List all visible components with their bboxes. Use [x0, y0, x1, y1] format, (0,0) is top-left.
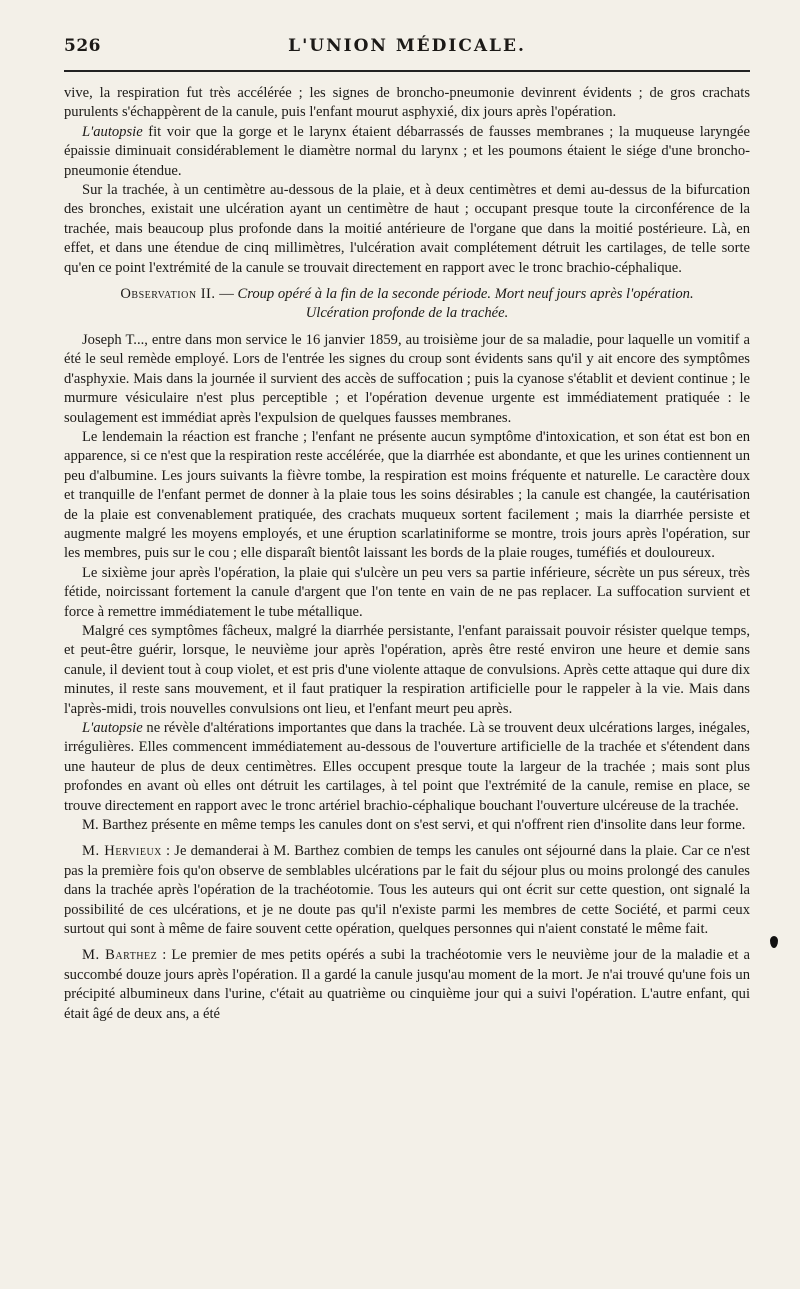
speaker-name: M. Hervieux [82, 843, 162, 860]
observation-label: Observation II. [120, 286, 216, 303]
paragraph: M. Barthez présente en même temps les canules dont on s'est servi, et qui n'offrent rien d'insolite dans leur forme. [82, 817, 746, 834]
case-paragraph: Le lendemain la réaction est franche ; l'enfant ne présente aucun symptôme d'intoxication, et son état est bon en apparence, si ce n'est que la respiration reste accélérée, que la diarrhée est abondante, et que les urines contiennent un peu d'albumine. Les jours suivants la fièvre tombe, la respiration est moins fréquente et naturelle. Le caractère doux et tranquille de l'enfant permet de donner à la plaie tous les soins désirables ; la canule est changée, la cautérisation de la plaie est convenablement pratiquée, des crachats muqueux sortent facilement ; mais la diarrhée persiste et augmente malgré les moyens employés, et une éruption scarlatiniforme se montre, trois jours après l'opération, sur les membres, puis sur le cou ; elle disparaît bientôt laissant les bords de la plaie rouges, tuméfiés et douloureux. [64, 428, 750, 562]
speaker-text: : Je demanderai à M. Barthez combien de temps les canules ont séjourné dans la plaie. Car ce n'est pas la première fois qu'on observe de semblables ulcérations par le fait du séjour plus ou moins prolongé des canules dans la trachée après l'opération de la trachéotomie. Tous les auteurs qui ont écrit sur cette question, ont signalé la possibilité de ces ulcérations, et je ne doute pas qu'il n'existe parmi les membres de cette Société, et parmi ceux surtout qui sont à même de faire souvent cette opération, quelques personnes qui n'aient constaté le même fait. [64, 843, 750, 938]
case-paragraph: Joseph T..., entre dans mon service le 16 janvier 1859, au troisième jour de sa maladie, pour laquelle un vomitif a été le seul remède employé. Lors de l'entrée les signes du croup sont évidents sans qu'il y ait encore des symptômes d'asphyxie. Mais dans la journée il survient des accès de suffocation ; puis la cyanose s'établit et devient continue ; le murmure vésiculaire n'est plus perceptible ; et l'opération devenue urgente est immédiatement pratiquée : le soulagement est immédiat après l'expulsion de quelques fausses membranes. [64, 331, 750, 426]
autopsy-paragraph [64, 719, 750, 816]
paragraph: vive, la respiration fut très accélérée ; les signes de broncho-pneumonie devinrent évidents ; de gros crachats purulents s'échappèrent de la canule, puis l'enfant mourut asphyxié, dix jours après l'opération. [64, 85, 750, 121]
autopsy-term: L'autopsie [82, 720, 143, 736]
autopsy-term: L'autopsie [82, 123, 143, 140]
page-number: 526 [64, 36, 101, 56]
speaker-name: M. Barthez [82, 947, 158, 964]
autopsy-text: ne révèle d'altérations importantes que dans la trachée. Là se trouvent deux ulcérations larges, inégales, irrégulières. Elles commencent immédiatement au-dessous de l'ouverture artificielle de la trachée et s'étendent dans une hauteur de plus de deux centimètres. Elles occupent presque toute la largeur de la trachée ; mais sont plus profondes en avant où elles ont détruit les cartilages, à tel point que l'extrémité de la canule, remise en place, se trouve directement en rapport avec le tronc artériel brachio-céphalique bouchant l'ouverture ulcéreuse de la trachée. [64, 720, 750, 814]
speaker-text: : Le premier de mes petits opérés a subi la trachéotomie vers le neuvième jour de la maladie et a succombé douze jours après l'opération. Il a gardé la canule jusqu'au moment de la mort. Je n'ai trouvé qu'une fois un précipité albumineux dans l'urine, c'était au quatrième ou cinquième jour qui a suivi l'opération. L'autre enfant, qui était âgé de deux ans, a été [64, 947, 750, 1022]
margin-mark [770, 936, 778, 948]
hervieux-remark [64, 842, 750, 939]
barthez-remark [64, 946, 750, 1024]
observation-title-2: Ulcération profonde de la trachée. [305, 305, 509, 322]
page-header [64, 30, 750, 62]
observation-dash: — [215, 286, 238, 303]
observation-title-1: Croup opéré à la fin de la seconde période. Mort neuf jours après l'opération. [237, 286, 694, 303]
journal-title: L'UNION MÉDICALE. [288, 36, 526, 56]
autopsy-paragraph [64, 123, 750, 181]
paragraph: Sur la trachée, à un centimètre au-dessous de la plaie, et à deux centimètres et demi au-dessus de la bifurcation des bronches, existait une ulcération ayant un centimètre de haut ; occupant presque toute la circonférence de la trachée, mais beaucoup plus profonde dans la moitié antérieure de l'organe que dans la moitié postérieure. Là, en effet, et dans une étendue de cinq millimètres, l'ulcération avait complétement détruit les cartilages, de telle sorte qu'en ce point l'extrémité de la canule se trouvait directement en rapport avec le tronc brachio-céphalique. [64, 182, 750, 276]
observation-heading [64, 285, 750, 324]
case-paragraph: Le sixième jour après l'opération, la plaie qui s'ulcère un peu vers sa partie inférieure, sécrète un pus séreux, très fétide, noircissant fortement la canule d'argent que l'on tente en vain de ne pas replacer. La suffocation survient et force à remettre immédiatement le tube métallique. [64, 564, 750, 620]
header-rule [64, 70, 750, 72]
autopsy-text: fit voir que la gorge et le larynx étaient débarrassés de fausses membranes ; la muqueuse laryngée épaissie diminuait considérablement le diamètre normal du larynx ; et les poumons étaient le siége d'une broncho-pneumonie étendue. [64, 123, 750, 179]
case-paragraph: Malgré ces symptômes fâcheux, malgré la diarrhée persistante, l'enfant paraissait pouvoir résister quelque temps, et peut-être guérir, lorsque, le neuvième jour après l'opération, après être resté environ une heure et demie sans canule, il devient tout à coup violet, et est pris d'une violente attaque de convulsions. Après cette attaque qui dure dix minutes, il reste sans mouvement, et il faut pratiquer la respiration artificielle pour le rappeler à la vie. Mais dans l'après-midi, trois nouvelles convulsions ont lieu, et l'enfant meurt peu après. [64, 622, 750, 717]
article-body [64, 84, 750, 1024]
